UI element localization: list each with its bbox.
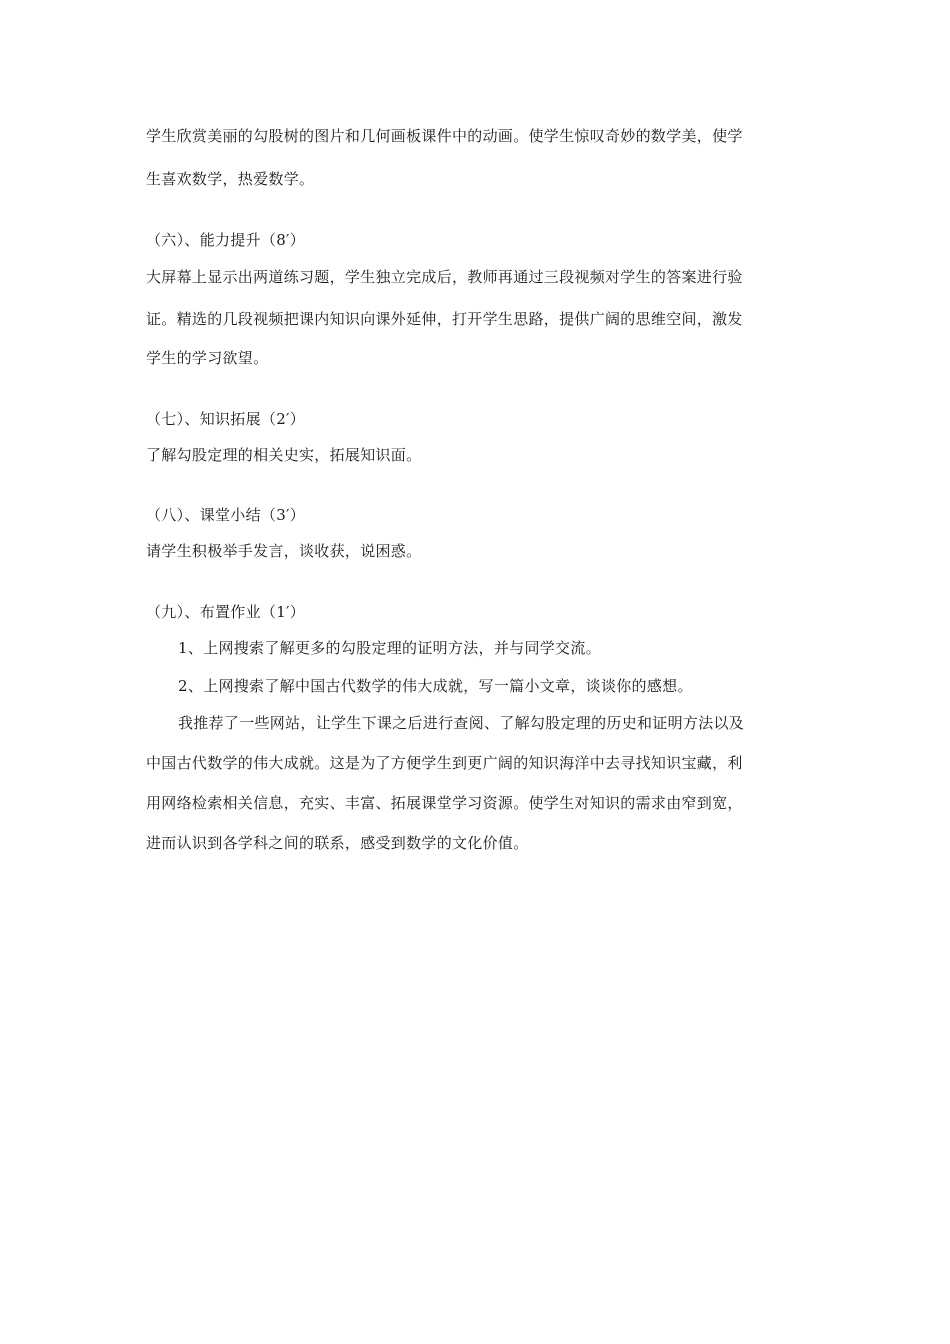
section-8-heading: （八）、课堂小结（3′）: [146, 506, 306, 524]
closing-line-3: 用网络检索相关信息，充实、丰富、拓展课堂学习资源。使学生对知识的需求由窄到宽，: [146, 794, 743, 812]
document-page: [146, 0, 810, 1344]
section-8-line-1: 请学生积极举手发言，谈收获，说困惑。: [146, 542, 422, 560]
intro-line-1: 学生欣赏美丽的勾股树的图片和几何画板课件中的动画。使学生惊叹奇妙的数学美，使学: [146, 127, 743, 145]
section-9-heading: （九）、布置作业（1′）: [146, 603, 306, 621]
closing-line-2: 中国古代数学的伟大成就。这是为了方便学生到更广阔的知识海洋中去寻找知识宝藏，利: [146, 754, 743, 772]
intro-line-2: 生喜欢数学，热爱数学。: [146, 170, 315, 188]
section-7-line-1: 了解勾股定理的相关史实，拓展知识面。: [146, 446, 422, 464]
closing-line-4: 进而认识到各学科之间的联系，感受到数学的文化价值。: [146, 834, 529, 852]
section-7-heading: （七）、知识拓展（2′）: [146, 410, 306, 428]
closing-line-1: 我推荐了一些网站，让学生下课之后进行查阅、了解勾股定理的历史和证明方法以及: [178, 714, 745, 732]
section-6-heading: （六）、能力提升（8′）: [146, 231, 306, 249]
section-6-line-1: 大屏幕上显示出两道练习题，学生独立完成后，教师再通过三段视频对学生的答案进行验: [146, 268, 743, 286]
homework-item-1: 1、上网搜索了解更多的勾股定理的证明方法，并与同学交流。: [178, 639, 601, 657]
homework-item-2: 2、上网搜索了解中国古代数学的伟大成就，写一篇小文章，谈谈你的感想。: [178, 677, 693, 695]
section-6-line-3: 学生的学习欲望。: [146, 349, 269, 367]
section-6-line-2: 证。精选的几段视频把课内知识向课外延伸，打开学生思路，提供广阔的思维空间，激发: [146, 310, 743, 328]
